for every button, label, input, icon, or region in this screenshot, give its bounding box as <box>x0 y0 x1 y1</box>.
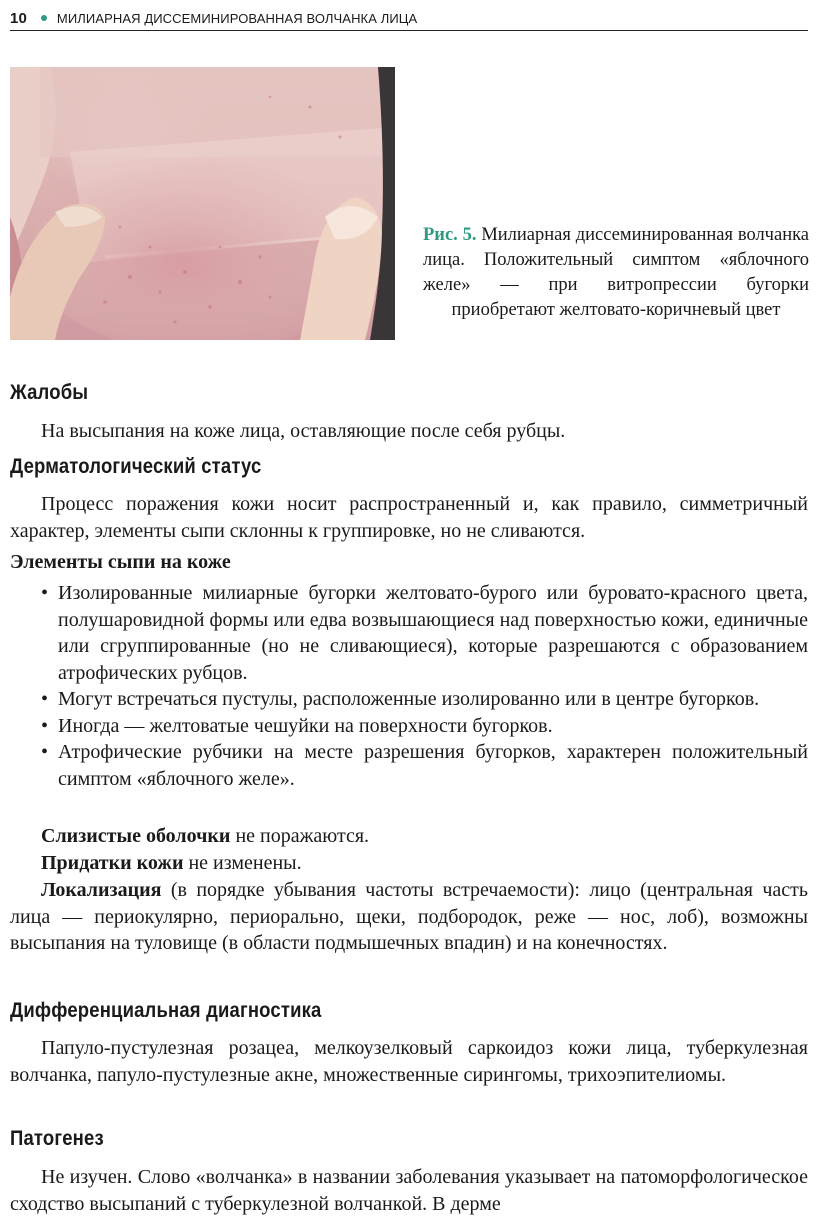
mucosa-line <box>10 823 808 850</box>
figure-caption <box>423 223 809 323</box>
heading-rash-elements: Элементы сыпи на коже <box>10 551 231 573</box>
appendages-line <box>10 850 808 877</box>
running-title: МИЛИАРНАЯ ДИССЕМИНИРОВАННАЯ ВОЛЧАНКА ЛИЦА <box>56 10 418 26</box>
page-number: 10 <box>10 9 27 27</box>
list-item: • Иногда — желтоватые чешуйки на поверхности бугорков. <box>10 713 808 740</box>
pathogenesis-text: Не изучен. Слово «волчанка» в названии заболевания указывает на патоморфологическое сходство высыпаний с туберкулезной волчанкой. В дерме <box>10 1166 808 1215</box>
heading-derm-status: Дерматологический статус <box>10 455 262 478</box>
list-item: • Атрофические рубчики на месте разрешения бугорков, характерен положительный симптом «яблочного желе». <box>10 739 808 792</box>
complaints-text: На высыпания на коже лица, оставляющие после себя рубцы. <box>41 420 566 442</box>
mucosa-lead: Слизистые оболочки <box>41 825 231 847</box>
figure-label: Рис. 5. <box>423 225 477 245</box>
clinical-photo <box>10 67 395 340</box>
appendages-lead: Придатки кожи <box>41 852 184 874</box>
heading-pathogenesis: Патогенез <box>10 1127 104 1150</box>
heading-differential: Дифференциальная диагностика <box>10 999 322 1022</box>
rash-bullet-list <box>10 580 808 792</box>
bullet-dot-icon <box>41 15 47 21</box>
running-header <box>10 6 808 31</box>
localization-paragraph <box>10 877 808 957</box>
localization-text: (в порядке убывания частоты встречаемости): лицо (центральная часть лица — периокулярно, периорально, щеки, подбородок, реже — нос, лоб), возможны высыпания на туловище (в области подмышечных впадин) и на конечностях. <box>10 879 808 954</box>
appendages-text: не изменены. <box>183 852 302 874</box>
heading-complaints: Жалобы <box>10 381 89 404</box>
clinical-photo-illustration <box>10 67 395 340</box>
differential-text: Папуло-пустулезная розацеа, мелкоузелковый саркоидоз кожи лица, туберкулезная волчанка, папуло-пустулезные акне, множественные сирингомы, трихоэпителиомы. <box>10 1037 808 1086</box>
list-item: • Могут встречаться пустулы, расположенные изолированно или в центре бугорков. <box>10 686 808 713</box>
mucosa-text: не поражаются. <box>230 825 370 847</box>
derm-status-text: Процесс поражения кожи носит распространенный и, как правило, симметричный характер, элементы сыпи склонны к группировке, но не сливаются. <box>10 493 808 542</box>
list-item: • Изолированные милиарные бугорки желтовато-бурого или буровато-красного цвета, полушаровидной формы или едва возвышающиеся над поверхностью кожи, единичные или сгруппированные (но не сливающиеся), которые разрешаются с образованием атрофических рубцов. <box>10 580 808 686</box>
localization-lead: Локализация <box>41 879 162 901</box>
figure-caption-text: Милиарная диссеминированная волчанка лица. Положительный симптом «яблочного желе» — при витропрессии бугорки приобретают желтовато-коричневый цвет <box>423 225 810 320</box>
